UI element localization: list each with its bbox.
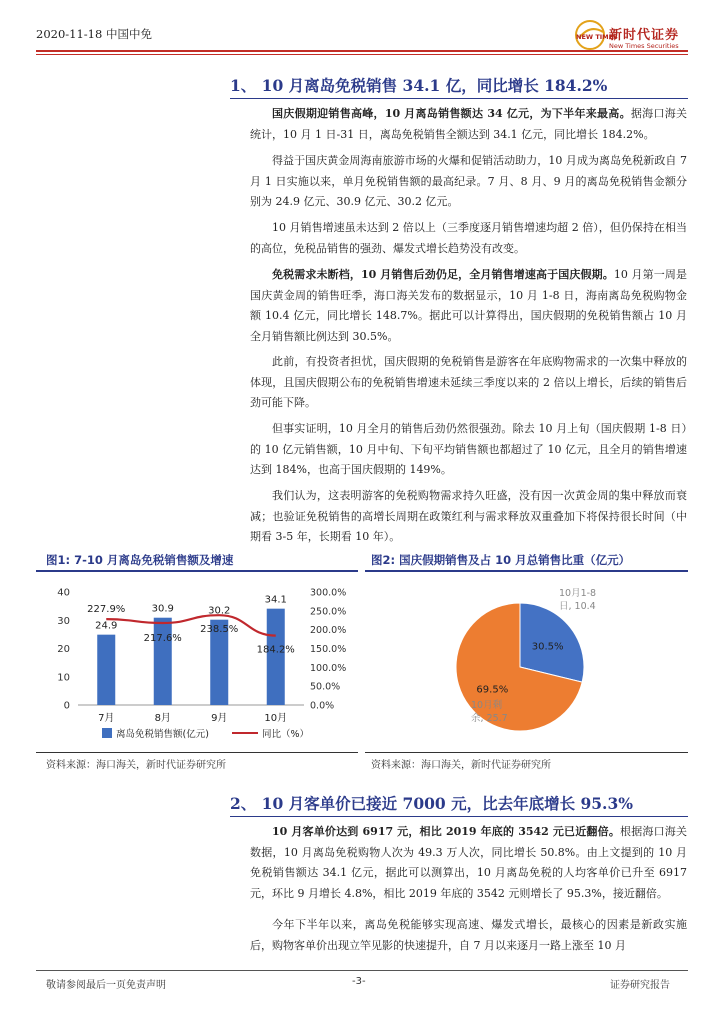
section-1-rule (230, 98, 688, 99)
section-1-paragraph-1 (250, 104, 687, 145)
bar-label-0: 24.9 (95, 620, 118, 632)
chart-1-left-axis (57, 588, 70, 712)
chart-1-right-axis (310, 588, 346, 712)
figure-1-title: 图1: 7-10 月离岛免税销售额及增速 (46, 553, 234, 567)
figure-2-chart (365, 574, 688, 752)
section-1-paragraph-3: 10 月销售增速虽未达到 2 倍以上（三季度逐月销售增速均超 2 倍），但仍保持在相当的高位，免税品销售的强劲、爆发式增长趋势没有改变。 (250, 221, 687, 255)
section-2-paragraph-2: 今年下半年以来，离岛免税能够实现高速、爆发式增长，最核心的因素是新政实施后，购物客单价出现立竿见影的快速提升，自 7 月以来逐月一路上涨至 10 月 (250, 918, 687, 952)
right-axis-tick-2: 100.0% (310, 662, 347, 674)
bar-1 (154, 618, 172, 705)
line-label-0: 227.9% (87, 604, 126, 616)
footer-page-number: -3- (352, 976, 366, 987)
footer-rule (36, 970, 688, 971)
figure-1-source: 资料来源：海口海关，新时代证券研究所 (46, 760, 226, 771)
bar-3 (267, 609, 285, 705)
figure-2-title-rule (365, 570, 688, 572)
left-axis-tick-3: 30 (57, 615, 70, 627)
section-1-paragraph-5: 此前，有投资者担忧，国庆假期的免税销售是游客在年底购物需求的一次集中释放的体现，且国庆假期公布的免税销售增速未延续三季度以来的 2 倍以上增长，后续的销售后劲可能下降。 (250, 355, 687, 410)
chart-1-yoy-line (106, 615, 276, 635)
company-logo (573, 18, 689, 54)
p1-body: 据海口海关统计，10 月 1 日-31 日，离岛免税销售全额达到 34.1 亿元，同比增长 184.2%。 (250, 107, 688, 141)
section-2-rule (230, 816, 688, 817)
figure-1-title-rule (36, 570, 358, 572)
footer-disclaimer: 敬请参阅最后一页免责声明 (46, 980, 166, 991)
p1-lead: 国庆假期迎销售高峰，10 月离岛销售额达 34 亿元，为下半年来最高。 (272, 107, 631, 120)
line-label-2: 238.5% (200, 624, 239, 636)
section-1-paragraph-7: 我们认为，这表明游客的免税购物需求持久旺盛，没有因一次黄金周的集中释放而衰减；也验证免税销售的高增长周期在政策红利与需求释放双重叠加下将保持很长时间（中期看 3-5 年，长期看 10 年）。 (250, 489, 687, 544)
figure-2-title: 图2: 国庆假期销售及占 10 月总销售比重（亿元） (371, 553, 631, 567)
left-axis-tick-4: 40 (57, 587, 70, 599)
right-axis-tick-4: 200.0% (310, 625, 347, 637)
section-2-title: 2、 10 月客单价已接近 7000 元，比去年底增长 95.3% (230, 794, 633, 813)
right-axis-tick-0: 0.0% (310, 700, 335, 712)
bar-label-1: 30.9 (151, 603, 174, 615)
left-axis-tick-2: 20 (57, 644, 70, 655)
pie-pct-1: 69.5% (476, 684, 509, 696)
x-tick-0: 7月 (98, 713, 115, 724)
chart-1-legend (102, 728, 309, 740)
logo-text: NEW TIMES (576, 33, 618, 41)
pie-label-1-0: 10月剩 (471, 700, 503, 711)
pie-label-0-0: 10月1-8 (559, 588, 597, 599)
right-axis-tick-5: 250.0% (310, 606, 347, 618)
legend-bar-label: 离岛免税销售额(亿元) (116, 729, 209, 740)
figure-2-source: 资料来源：海口海关，新时代证券研究所 (371, 760, 551, 771)
s2-p1-lead: 10 月客单价达到 6917 元，相比 2019 年底的 3542 元已近翻倍。 (272, 825, 621, 838)
right-axis-tick-1: 50.0% (310, 681, 341, 693)
section-1-title: 1、 10 月离岛免税销售 34.1 亿，同比增长 184.2% (230, 76, 608, 95)
s2-p1-body: 根据海口海关数据，10 月离岛免税购物人次为 49.3 万人次，同比增长 50.8%。由上文提到的 10 月免税销售额达 34.1 亿元，据此可以测算出，10 月离岛免税的人均客单价已升至 6917 元，环比 9 月增长 4.8%，相比 2019 年底的 3542 元则增长了 95.3%，接近翻倍。 (250, 825, 688, 900)
chart-1-x-ticks (98, 712, 287, 724)
chart-1-bars (97, 609, 285, 705)
pie-label-0-1: 日, 10.4 (559, 601, 596, 612)
x-tick-3: 10月 (264, 713, 288, 724)
legend-bar-swatch (102, 728, 112, 738)
header-rule-thin (36, 54, 688, 55)
legend-line-label: 同比（%） (262, 729, 310, 740)
bar-label-2: 30.2 (208, 605, 231, 617)
chart-1-line-labels (87, 604, 295, 655)
header-date-company: 2020-11-18 中国中免 (36, 27, 152, 41)
section-1-paragraph-6: 但事实证明，10 月全月的销售后劲仍然很强劲。除去 10 月上旬（国庆假期 1-8 日）的 10 亿元销售额，10 月中旬、下旬平均销售额也都超过了 10 亿元，且全月的销售增速达到 184%，也高于国庆假期的 149%。 (250, 422, 687, 477)
section-1-paragraph-2: 得益于国庆黄金周海南旅游市场的火爆和促销活动助力，10 月成为离岛免税新政自 7 月 1 日实施以来，单月免税销售额的最高纪录。7 月、8 月、9 月的离岛免税销售金额分别为 24.9 亿元、30.9 亿元、30.2 亿元。 (250, 154, 687, 209)
left-axis-tick-1: 10 (57, 672, 70, 684)
line-label-3: 184.2% (256, 644, 295, 656)
line-label-1: 217.6% (143, 633, 182, 645)
x-tick-2: 9月 (211, 713, 228, 724)
left-axis-tick-0: 0 (63, 700, 70, 712)
brand-name: 新时代证券 (609, 28, 680, 43)
logo-emblem-icon (573, 18, 618, 54)
brand-name-en: New Times Securities (609, 42, 679, 50)
x-tick-1: 8月 (154, 713, 171, 724)
right-axis-tick-6: 300.0% (310, 587, 347, 599)
footer-report-type: 证券研究报告 (610, 980, 670, 991)
p4-body: 10 月第一周是国庆黄金周的销售旺季，海口海关发布的数据显示，10 月 1-8 日，海南离岛免税购物金额 10.4 亿元，同比增长 148.7%。据此可以计算得出，国庆假期的免税销售额占 10 月全月销售额比例达到 30.5%。 (250, 268, 687, 343)
figure-2-source-rule (365, 752, 688, 753)
pie-pct-0: 30.5% (531, 641, 564, 653)
bar-0 (97, 635, 115, 705)
pie-label-1-1: 余, 25.7 (471, 713, 508, 724)
figure-1-source-rule (36, 752, 358, 753)
header-rule (36, 50, 688, 52)
section-2-paragraph-1 (250, 822, 687, 904)
figure-1-chart (36, 574, 358, 752)
right-axis-tick-3: 150.0% (310, 644, 347, 655)
bar-label-3: 34.1 (264, 594, 287, 606)
p4-lead: 免税需求未断档，10 月销售后劲仍足，全月销售增速高于国庆假期。 (272, 268, 614, 281)
section-1-paragraph-4 (250, 265, 687, 347)
chart-2-slices (456, 603, 584, 731)
